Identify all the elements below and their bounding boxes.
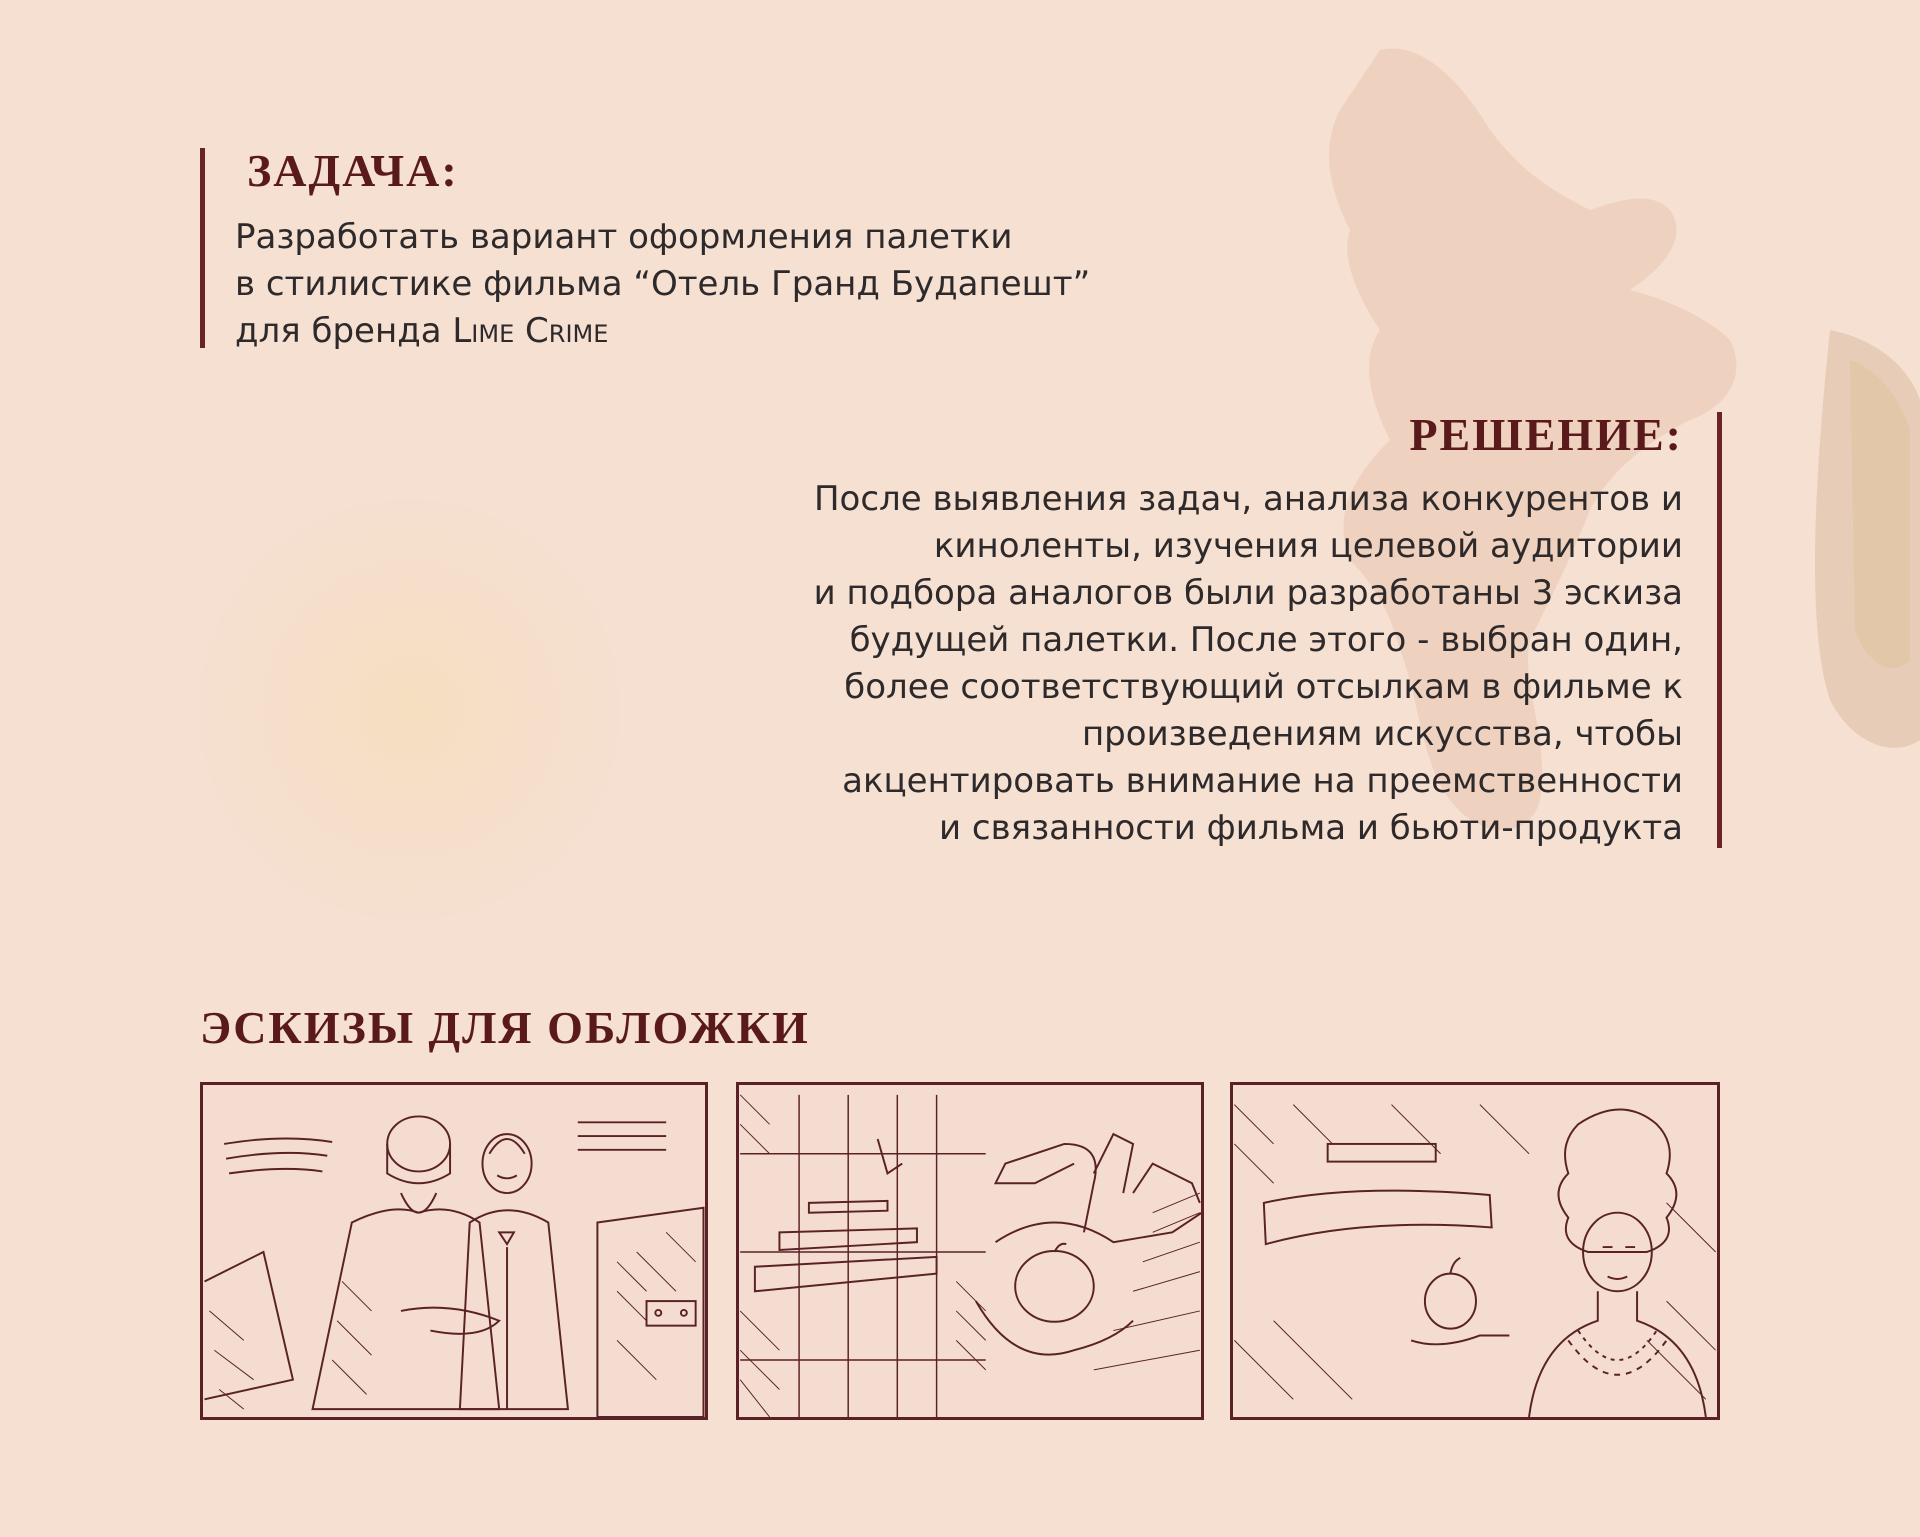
solution-text bbox=[722, 476, 1683, 852]
sketches-title: ЭСКИЗЫ ДЛЯ ОБЛОЖКИ bbox=[200, 1002, 810, 1053]
solution-line: акцентировать внимание на преемственности bbox=[842, 761, 1683, 801]
brand-name: Lime Crime bbox=[452, 311, 609, 351]
solution-line: будущей палетки. После этого - выбран один, bbox=[849, 620, 1683, 660]
sketch-panels bbox=[200, 1082, 1720, 1424]
solution-line: После выявления задач, анализа конкурентов и bbox=[813, 479, 1683, 519]
solution-line: более соответствующий отсылкам в фильме к bbox=[844, 667, 1683, 707]
sketch-hand-apple-drawing bbox=[739, 1085, 1201, 1417]
task-line bbox=[235, 308, 1140, 355]
task-text bbox=[235, 214, 1140, 355]
task-heading: ЗАДАЧА: bbox=[247, 145, 459, 196]
solution-line: и подбора аналогов были разработаны 3 эскиза bbox=[813, 573, 1683, 613]
background-glow bbox=[180, 480, 640, 940]
solution-section bbox=[722, 409, 1722, 848]
task-section bbox=[200, 145, 1140, 351]
sketch-panel-hand-apple bbox=[736, 1082, 1204, 1420]
task-line: в стилистике фильма “Отель Гранд Будапешт” bbox=[235, 264, 1091, 304]
sketch-panel-characters bbox=[200, 1082, 708, 1420]
sketch-panel-portrait-apple bbox=[1230, 1082, 1720, 1420]
solution-line: и связанности фильма и бьюти-продукта bbox=[938, 808, 1683, 848]
sketch-characters-drawing bbox=[203, 1085, 705, 1417]
solution-heading: РЕШЕНИЕ: bbox=[1409, 409, 1683, 460]
sketch-portrait-apple-drawing bbox=[1233, 1085, 1717, 1417]
solution-line: киноленты, изучения целевой аудитории bbox=[933, 526, 1683, 566]
task-line: Разработать вариант оформления палетки bbox=[235, 217, 1013, 257]
task-line-prefix: для бренда bbox=[235, 311, 453, 351]
solution-line: произведениям искусства, чтобы bbox=[1081, 714, 1683, 754]
